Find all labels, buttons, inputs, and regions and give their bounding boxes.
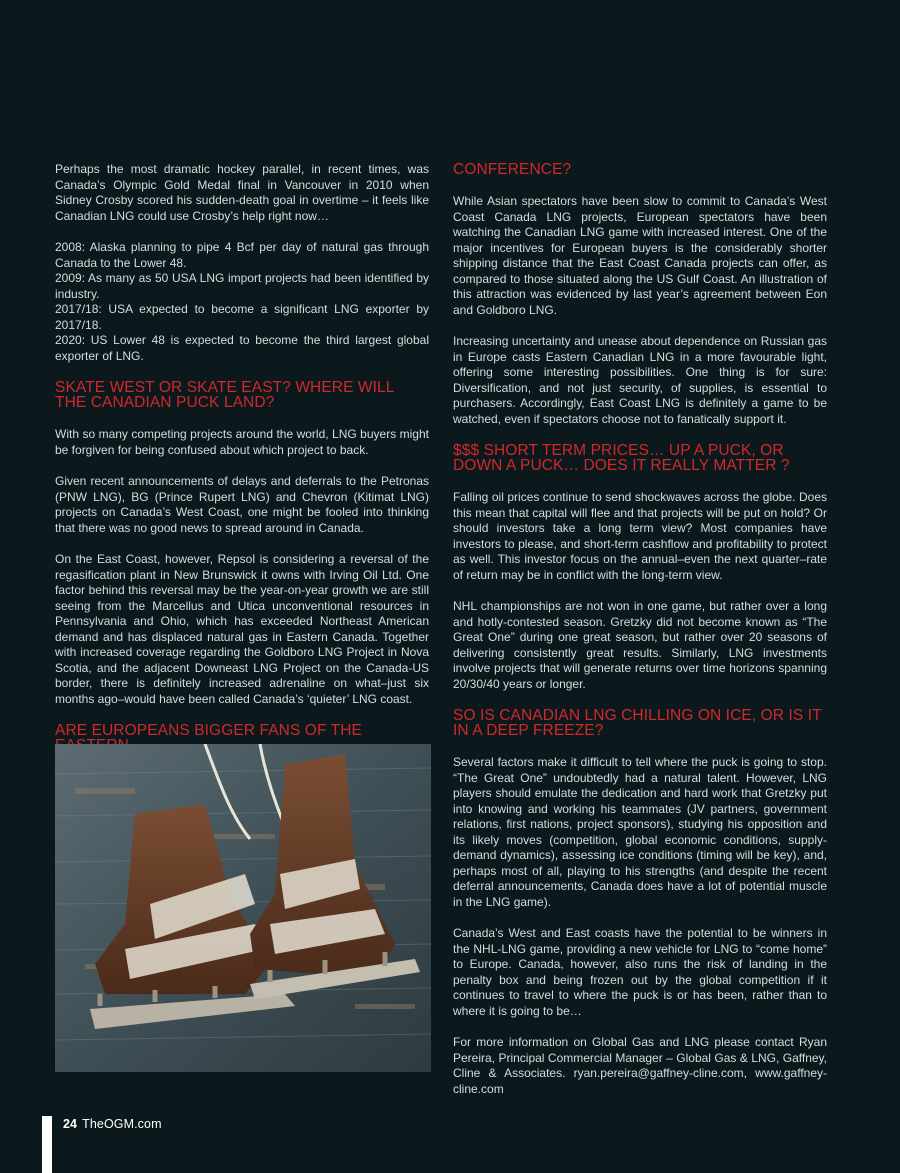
body-paragraph: Falling oil prices continue to send shockwaves across the globe. Does this mean that capital will flee and that projects will be put on hold? Or should investors take a long term view? Most companies have investors to please, and short-term cashflow and profitability to protect as well. This investor focus on the annual–even the next quarter–rate of return may be in conflict with the long-term view.: [453, 490, 827, 582]
timeline-list: [55, 240, 429, 364]
section-heading-skate: SKATE WEST OR SKATE EAST? WHERE WILL THE CANADIAN PUCK LAND?: [55, 379, 394, 411]
page-number: 24: [63, 1117, 78, 1131]
hockey-skates-photo: [55, 744, 431, 1072]
site-name[interactable]: TheOGM.com: [82, 1117, 162, 1131]
body-paragraph: Given recent announcements of delays and deferrals to the Petronas (PNW LNG), BG (Prince Rupert LNG) and Chevron (Kitimat LNG) projects on Canada’s West Coast, one might be fooled into thinking that there was no good news to spread around in Canada.: [55, 474, 429, 535]
right-column: [453, 162, 827, 1113]
timeline-item-2017: 2017/18: USA expected to become a significant LNG exporter by 2017/18.: [55, 302, 429, 332]
page-footer: [63, 1117, 162, 1131]
timeline-item-2009: 2009: As many as 50 USA LNG import projects had been identified by industry.: [55, 271, 429, 301]
left-column: [55, 162, 429, 763]
body-paragraph: Increasing uncertainty and unease about dependence on Russian gas in Europe casts Eastern Canadian LNG in a more favourable light, offering some interesting possibilities. One thing is for sure: Diversification, and not just security, of supplies, is essential to purchasers. Accordingly, East Coast LNG is definitely a game to be watched, even if spectators choose not to fanatically support it.: [453, 334, 827, 426]
body-paragraph: While Asian spectators have been slow to commit to Canada’s West Coast Canada LNG projects, European spectators have been watching the Canadian LNG game with increased interest. One of the major incentives for European buyers is the considerably shorter shipping distance that the East Coast Canada projects can offer, as compared to those situated along the US Gulf Coast. An illustration of this attraction was evidenced by last year’s agreement between Eon and Goldboro LNG.: [453, 194, 827, 317]
timeline-item-2008: 2008: Alaska planning to pipe 4 Bcf per day of natural gas through Canada to the Lower 48.: [55, 240, 429, 270]
contact-paragraph: For more information on Global Gas and LNG please contact Ryan Pereira, Principal Commercial Manager – Global Gas & LNG, Gaffney, Cline & Associates. ryan.pereira@gaffney-cline.com, www.gaffney-cline.com: [453, 1035, 827, 1096]
body-paragraph: With so many competing projects around the world, LNG buyers might be forgiven for being confused about which project to back.: [55, 427, 429, 457]
section-heading-chilling: SO IS CANADIAN LNG CHILLING ON ICE, OR IS IT IN A DEEP FREEZE?: [453, 707, 822, 739]
section-heading-conference: CONFERENCE?: [453, 161, 572, 178]
section-heading-prices: $$$ SHORT TERM PRICES… UP A PUCK, OR DOWN A PUCK… DOES IT REALLY MATTER ?: [453, 442, 790, 474]
body-paragraph: Canada’s West and East coasts have the potential to be winners in the NHL-LNG game, providing a new vehicle for LNG to “come home” to Europe. Canada, however, also runs the risk of landing in the penalty box and being frozen out by the global competition if it continues to travel to where the puck is or has been, rather than to where it is going to be…: [453, 926, 827, 1018]
footer-accent-bar: [42, 1116, 52, 1173]
skates-illustration: [55, 744, 431, 1072]
section-heading-europeans: ARE EUROPEANS BIGGER FANS OF THE: [55, 722, 362, 739]
body-paragraph: On the East Coast, however, Repsol is considering a reversal of the regasification plant in New Brunswick it owns with Irving Oil Ltd. One factor behind this reversal may be the year-on-year growth we are still seeing from the Marcellus and Utica unconventional resources in Pennsylvania and Ohio, which has exceeded Northeast American demand and has displaced natural gas in Eastern Canada. Together with increased coverage regarding the Goldboro LNG Project in Nova Scotia, and the adjacent Downeast LNG Project on the Canada-US border, there is definitely increased adrenaline on what–just six months ago–would have been called Canada’s ‘quieter’ LNG coast.: [55, 552, 429, 706]
body-paragraph: NHL championships are not won in one game, but rather over a long and hotly-contested season. Gretzky did not become known as “The Great One” during one great season, but rather over 20 seasons of delivering consistently great results. Similarly, LNG investments involve projects that will generate returns over time horizons spanning 20/30/40 years or longer.: [453, 599, 827, 691]
timeline-item-2020: 2020: US Lower 48 is expected to become the third largest global exporter of LNG.: [55, 333, 429, 363]
body-paragraph: Several factors make it difficult to tell where the puck is going to stop. “The Great One” undoubtedly had a natural talent. However, LNG players should emulate the dedication and hard work that Gretzky put into knowing and working his teammates (JV partners, government relations, first nations, project sponsors), studying his opposition and its likely moves (competition, global economic conditions, supply-demand dynamics), assessing ice conditions (timing will be key), and, perhaps most of all, playing to his strengths (and despite the recent deferral announcements, Canada does have a lot of potential muscle in the LNG game).: [453, 755, 827, 909]
intro-paragraph: Perhaps the most dramatic hockey parallel, in recent times, was Canada’s Olympic Gold Medal final in Vancouver in 2010 when Sidney Crosby scored his sudden-death goal in overtime – it feels like Canadian LNG could use Crosby’s help right now…: [55, 162, 429, 223]
